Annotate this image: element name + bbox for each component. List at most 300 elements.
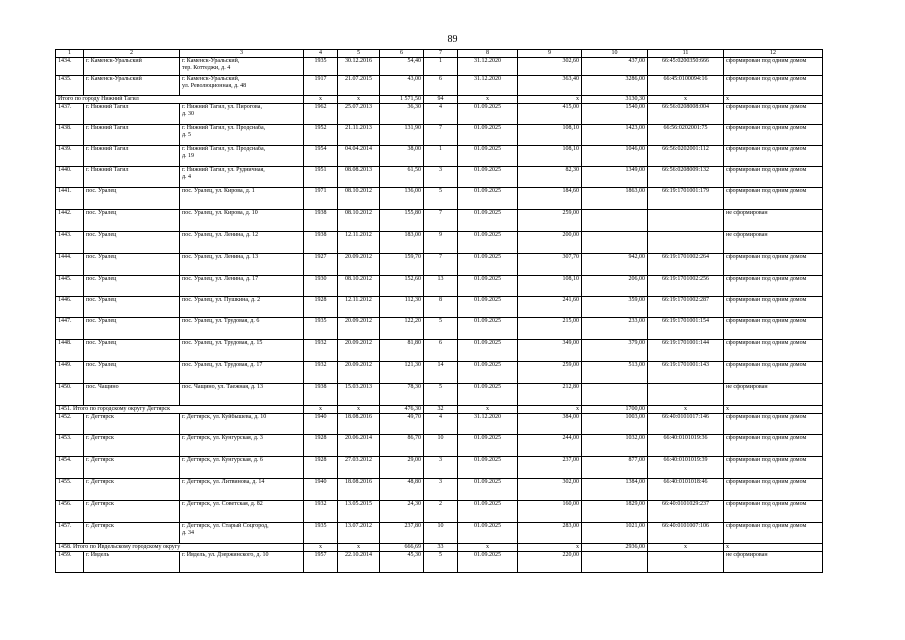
- cost: 1863,00: [582, 188, 648, 210]
- housing-registry-table: [55, 49, 823, 573]
- recognition-date: 13.07.2012: [338, 523, 380, 544]
- address: г. Дегтярск, ул. Старый Соцгород, д. 34: [180, 523, 304, 544]
- cadastral-number: 66:40:0101007:106: [648, 523, 724, 544]
- address: г. Дегтярск, ул. Литвинова, д. 14: [180, 479, 304, 501]
- planned-date: 01.09.2025: [458, 297, 518, 318]
- settlement: г. Каменск-Уральский: [84, 58, 180, 76]
- living-area: 81,80: [380, 340, 424, 362]
- recognition-date: 25.07.2013: [338, 104, 380, 125]
- cadastral-number: [648, 210, 724, 232]
- cost: 206,00: [582, 276, 648, 297]
- cadastral-number: 66:40:0101019:36: [648, 435, 724, 457]
- land-area: 244,00: [518, 435, 582, 457]
- living-area: 476,30: [380, 406, 424, 414]
- cadastral-number: 66:40:0101018:46: [648, 479, 724, 501]
- residents-count: 33: [424, 544, 458, 552]
- planned-date: 01.09.2025: [458, 435, 518, 457]
- row-number: 1450.: [56, 384, 84, 406]
- living-area: 183,00: [380, 232, 424, 254]
- table-row: [56, 362, 823, 384]
- planned-date: x: [458, 406, 518, 414]
- settlement: г. Дегтярск: [84, 501, 180, 523]
- living-area: 61,50: [380, 167, 424, 188]
- land-status: сформирован под одним домом: [724, 362, 823, 384]
- planned-date: 01.09.2025: [458, 254, 518, 276]
- recognition-date: 18.08.2016: [338, 414, 380, 435]
- column-number: 1: [56, 50, 84, 58]
- address: г. Дегтярск, ул. Кунгурская, д. 3: [180, 435, 304, 457]
- settlement: пос. Уралец: [84, 276, 180, 297]
- recognition-date: 21.07.2015: [338, 76, 380, 96]
- table-row: [56, 318, 823, 340]
- land-status: сформирован под одним домом: [724, 457, 823, 479]
- year-built: 1928: [304, 297, 338, 318]
- cost: 379,00: [582, 340, 648, 362]
- cadastral-number: x: [648, 96, 724, 104]
- land-status: сформирован под одним домом: [724, 125, 823, 146]
- cost: 942,00: [582, 254, 648, 276]
- cadastral-number: 66:45:0200350:666: [648, 58, 724, 76]
- living-area: 29,00: [380, 457, 424, 479]
- cost: 1700,00: [582, 406, 648, 414]
- residents-count: 3: [424, 479, 458, 501]
- land-area: 108,10: [518, 125, 582, 146]
- planned-date: 01.09.2025: [458, 340, 518, 362]
- recognition-date: 20.09.2012: [338, 340, 380, 362]
- planned-date: 01.09.2025: [458, 457, 518, 479]
- column-number: 8: [458, 50, 518, 58]
- cadastral-number: 66:19:1701001:154: [648, 318, 724, 340]
- cadastral-number: 66:56:0202001:75: [648, 125, 724, 146]
- residents-count: 3: [424, 167, 458, 188]
- settlement: г. Каменск-Уральский: [84, 76, 180, 96]
- address: г. Дегтярск, ул. Кунгурская, д. 6: [180, 457, 304, 479]
- planned-date: 01.09.2025: [458, 104, 518, 125]
- land-area: 108,10: [518, 146, 582, 167]
- total-label: 1451. Итого по городскому округу Дегтярск: [56, 406, 304, 414]
- living-area: 1 571,50: [380, 96, 424, 104]
- land-status: сформирован под одним домом: [724, 276, 823, 297]
- land-area: 302,00: [518, 479, 582, 501]
- residents-count: 13: [424, 276, 458, 297]
- total-label: Итого по городу Нижний Тагил: [56, 96, 304, 104]
- recognition-date: x: [338, 406, 380, 414]
- land-area: 241,60: [518, 297, 582, 318]
- settlement: г. Нижний Тагил: [84, 146, 180, 167]
- settlement: пос. Уралец: [84, 297, 180, 318]
- living-area: 48,80: [380, 479, 424, 501]
- planned-date: 01.09.2025: [458, 501, 518, 523]
- living-area: 159,70: [380, 254, 424, 276]
- living-area: 78,30: [380, 384, 424, 406]
- planned-date: 31.12.2020: [458, 414, 518, 435]
- year-built: 1935: [304, 523, 338, 544]
- planned-date: 01.09.2025: [458, 552, 518, 573]
- row-number: 1448.: [56, 340, 84, 362]
- planned-date: 01.09.2025: [458, 125, 518, 146]
- year-built: x: [304, 96, 338, 104]
- living-area: 152,60: [380, 276, 424, 297]
- recognition-date: 30.12.2016: [338, 58, 380, 76]
- residents-count: 8: [424, 297, 458, 318]
- land-area: x: [518, 406, 582, 414]
- row-number: 1440.: [56, 167, 84, 188]
- year-built: 1932: [304, 501, 338, 523]
- land-area: 259,00: [518, 362, 582, 384]
- residents-count: 3: [424, 457, 458, 479]
- recognition-date: 12.11.2012: [338, 232, 380, 254]
- land-area: 349,00: [518, 340, 582, 362]
- land-status: сформирован под одним домом: [724, 523, 823, 544]
- settlement: г. Ивдель: [84, 552, 180, 573]
- cadastral-number: 66:40:0101029:237: [648, 501, 724, 523]
- living-area: 86,70: [380, 435, 424, 457]
- land-area: 283,00: [518, 523, 582, 544]
- land-status: x: [724, 544, 823, 552]
- table-row: [56, 167, 823, 188]
- year-built: 1935: [304, 58, 338, 76]
- column-number: 4: [304, 50, 338, 58]
- planned-date: x: [458, 544, 518, 552]
- table-row: [56, 76, 823, 96]
- cadastral-number: x: [648, 544, 724, 552]
- recognition-date: 20.06.2014: [338, 435, 380, 457]
- planned-date: 01.09.2025: [458, 232, 518, 254]
- table-row: [56, 552, 823, 573]
- land-status: не сформирован: [724, 384, 823, 406]
- living-area: 666,69: [380, 544, 424, 552]
- residents-count: 32: [424, 406, 458, 414]
- row-number: 1439.: [56, 146, 84, 167]
- residents-count: 1: [424, 58, 458, 76]
- settlement: г. Дегтярск: [84, 523, 180, 544]
- address: пос. Уралец, ул. Кирова, д. 1: [180, 188, 304, 210]
- cadastral-number: 66:19:1701001:144: [648, 340, 724, 362]
- cost: [582, 384, 648, 406]
- living-area: 155,80: [380, 210, 424, 232]
- recognition-date: 20.09.2012: [338, 254, 380, 276]
- cost: 3130,30: [582, 96, 648, 104]
- settlement: пос. Уралец: [84, 254, 180, 276]
- settlement: пос. Уралец: [84, 362, 180, 384]
- recognition-date: 08.10.2012: [338, 210, 380, 232]
- table-row: [56, 523, 823, 544]
- living-area: 112,30: [380, 297, 424, 318]
- land-area: 307,70: [518, 254, 582, 276]
- column-number: 5: [338, 50, 380, 58]
- recognition-date: 20.09.2012: [338, 318, 380, 340]
- planned-date: 31.12.2020: [458, 76, 518, 96]
- land-status: сформирован под одним домом: [724, 58, 823, 76]
- recognition-date: 12.11.2012: [338, 297, 380, 318]
- residents-count: 2: [424, 501, 458, 523]
- cost: 3286,00: [582, 76, 648, 96]
- planned-date: 01.09.2025: [458, 362, 518, 384]
- cost: [582, 552, 648, 573]
- land-area: 259,00: [518, 210, 582, 232]
- year-built: 1927: [304, 254, 338, 276]
- year-built: 1935: [304, 318, 338, 340]
- cost: 513,00: [582, 362, 648, 384]
- land-area: 160,00: [518, 501, 582, 523]
- cost: 1540,00: [582, 104, 648, 125]
- year-built: 1971: [304, 188, 338, 210]
- land-area: 237,00: [518, 457, 582, 479]
- row-number: 1445.: [56, 276, 84, 297]
- land-area: 220,00: [518, 552, 582, 573]
- living-area: 121,30: [380, 362, 424, 384]
- address: пос. Уралец, ул. Пушкина, д. 2: [180, 297, 304, 318]
- living-area: 122,20: [380, 318, 424, 340]
- row-number: 1444.: [56, 254, 84, 276]
- row-number: 1459.: [56, 552, 84, 573]
- land-status: сформирован под одним домом: [724, 188, 823, 210]
- table-row: [56, 340, 823, 362]
- cost: 1349,00: [582, 167, 648, 188]
- row-number: 1442.: [56, 210, 84, 232]
- table-row: [56, 188, 823, 210]
- land-status: сформирован под одним домом: [724, 318, 823, 340]
- table-row: [56, 479, 823, 501]
- row-number: 1457.: [56, 523, 84, 544]
- table-row: [56, 414, 823, 435]
- cadastral-number: 66:56:0208008:004: [648, 104, 724, 125]
- living-area: 45,30: [380, 552, 424, 573]
- row-number: 1455.: [56, 479, 84, 501]
- land-area: 384,00: [518, 414, 582, 435]
- cadastral-number: 66:19:1701002:264: [648, 254, 724, 276]
- table-row: [56, 58, 823, 76]
- column-number: 2: [84, 50, 180, 58]
- recognition-date: 20.09.2012: [338, 362, 380, 384]
- address: пос. Чащино, ул. Таежная, д. 13: [180, 384, 304, 406]
- land-area: 415,00: [518, 104, 582, 125]
- cost: 2936,00: [582, 544, 648, 552]
- address: г. Нижний Тагил, ул. Продснаба, д. 5: [180, 125, 304, 146]
- year-built: 1938: [304, 384, 338, 406]
- recognition-date: x: [338, 544, 380, 552]
- cadastral-number: [648, 384, 724, 406]
- settlement: пос. Уралец: [84, 210, 180, 232]
- column-number: 6: [380, 50, 424, 58]
- cost: 1384,00: [582, 479, 648, 501]
- cadastral-number: [648, 552, 724, 573]
- recognition-date: 13.05.2015: [338, 501, 380, 523]
- recognition-date: 15.03.2013: [338, 384, 380, 406]
- cadastral-number: 66:19:1701001:143: [648, 362, 724, 384]
- year-built: x: [304, 544, 338, 552]
- address: г. Нижний Тагил, ул. Рудничная, д. 4: [180, 167, 304, 188]
- row-number: 1434.: [56, 58, 84, 76]
- recognition-date: 18.08.2016: [338, 479, 380, 501]
- cost: 233,00: [582, 318, 648, 340]
- row-number: 1435.: [56, 76, 84, 96]
- address: г. Дегтярск, ул. Куйбышева, д. 10: [180, 414, 304, 435]
- settlement: пос. Уралец: [84, 188, 180, 210]
- living-area: 24,30: [380, 501, 424, 523]
- living-area: 36,30: [380, 104, 424, 125]
- land-area: 200,00: [518, 232, 582, 254]
- year-built: 1928: [304, 457, 338, 479]
- table-row: [56, 232, 823, 254]
- settlement: г. Дегтярск: [84, 414, 180, 435]
- address: г. Нижний Тагил, ул. Пирогова, д. 30: [180, 104, 304, 125]
- row-number: 1452.: [56, 414, 84, 435]
- address: пос. Уралец, ул. Трудовая, д. 15: [180, 340, 304, 362]
- land-status: x: [724, 406, 823, 414]
- residents-count: 6: [424, 340, 458, 362]
- year-built: 1957: [304, 552, 338, 573]
- page-number: 89: [447, 34, 458, 45]
- table-row: [56, 501, 823, 523]
- planned-date: 01.09.2025: [458, 523, 518, 544]
- cadastral-number: 66:19:1701002:256: [648, 276, 724, 297]
- residents-count: 14: [424, 362, 458, 384]
- address: пос. Уралец, ул. Ленина, д. 17: [180, 276, 304, 297]
- residents-count: 5: [424, 188, 458, 210]
- cadastral-number: x: [648, 406, 724, 414]
- land-area: x: [518, 96, 582, 104]
- total-row: [56, 406, 823, 414]
- land-area: 215,00: [518, 318, 582, 340]
- cost: 877,00: [582, 457, 648, 479]
- land-status: сформирован под одним домом: [724, 479, 823, 501]
- residents-count: 7: [424, 210, 458, 232]
- settlement: пос. Уралец: [84, 318, 180, 340]
- cost: 1032,00: [582, 435, 648, 457]
- settlement: г. Дегтярск: [84, 479, 180, 501]
- recognition-date: 04.04.2014: [338, 146, 380, 167]
- residents-count: 9: [424, 232, 458, 254]
- cost: 437,00: [582, 58, 648, 76]
- planned-date: 01.09.2025: [458, 210, 518, 232]
- cadastral-number: 66:56:0208009:132: [648, 167, 724, 188]
- living-area: 131,90: [380, 125, 424, 146]
- cost: 1021,00: [582, 523, 648, 544]
- year-built: 1932: [304, 362, 338, 384]
- year-built: 1938: [304, 232, 338, 254]
- residents-count: 10: [424, 435, 458, 457]
- settlement: г. Дегтярск: [84, 457, 180, 479]
- planned-date: 01.09.2025: [458, 384, 518, 406]
- year-built: 1940: [304, 479, 338, 501]
- living-area: 237,80: [380, 523, 424, 544]
- address: г. Нижний Тагил, ул. Продснаба, д. 19: [180, 146, 304, 167]
- row-number: 1449.: [56, 362, 84, 384]
- residents-count: 5: [424, 384, 458, 406]
- land-status: x: [724, 96, 823, 104]
- land-status: сформирован под одним домом: [724, 254, 823, 276]
- year-built: 1940: [304, 414, 338, 435]
- land-status: не сформирован: [724, 210, 823, 232]
- address: г. Каменск-Уральский, ул. Революционная, д. 48: [180, 76, 304, 96]
- cadastral-number: 66:40:0101019:39: [648, 457, 724, 479]
- column-number: 12: [724, 50, 823, 58]
- residents-count: 5: [424, 552, 458, 573]
- residents-count: 6: [424, 76, 458, 96]
- residents-count: 1: [424, 146, 458, 167]
- living-area: 136,00: [380, 188, 424, 210]
- recognition-date: 21.11.2013: [338, 125, 380, 146]
- year-built: 1951: [304, 167, 338, 188]
- row-number: 1443.: [56, 232, 84, 254]
- living-area: 49,70: [380, 414, 424, 435]
- land-area: 184,60: [518, 188, 582, 210]
- year-built: 1962: [304, 104, 338, 125]
- recognition-date: 08.10.2012: [338, 188, 380, 210]
- cadastral-number: 66:45:0100094:16: [648, 76, 724, 96]
- land-area: x: [518, 544, 582, 552]
- cost: 1423,00: [582, 125, 648, 146]
- column-number: 11: [648, 50, 724, 58]
- table-row: [56, 435, 823, 457]
- planned-date: 31.12.2020: [458, 58, 518, 76]
- year-built: 1952: [304, 125, 338, 146]
- year-built: 1932: [304, 340, 338, 362]
- year-built: 1954: [304, 146, 338, 167]
- planned-date: 01.09.2025: [458, 188, 518, 210]
- settlement: г. Нижний Тагил: [84, 167, 180, 188]
- residents-count: 7: [424, 125, 458, 146]
- cadastral-number: [648, 232, 724, 254]
- row-number: 1446.: [56, 297, 84, 318]
- row-number: 1441.: [56, 188, 84, 210]
- land-status: сформирован под одним домом: [724, 146, 823, 167]
- column-number: 10: [582, 50, 648, 58]
- recognition-date: 27.03.2012: [338, 457, 380, 479]
- land-status: сформирован под одним домом: [724, 104, 823, 125]
- residents-count: 7: [424, 254, 458, 276]
- column-number: 7: [424, 50, 458, 58]
- row-number: 1447.: [56, 318, 84, 340]
- cadastral-number: 66:40:0101017:146: [648, 414, 724, 435]
- living-area: 43,00: [380, 76, 424, 96]
- total-label: 1458. Итого по Ивдельскому городскому округу: [56, 544, 304, 552]
- row-number: 1437.: [56, 104, 84, 125]
- table-row: [56, 210, 823, 232]
- land-area: 302,60: [518, 58, 582, 76]
- cost: [582, 210, 648, 232]
- table-row: [56, 125, 823, 146]
- row-number: 1456.: [56, 501, 84, 523]
- recognition-date: 08.10.2012: [338, 276, 380, 297]
- planned-date: 01.09.2025: [458, 167, 518, 188]
- table-row: [56, 276, 823, 297]
- address: пос. Уралец, ул. Ленина, д. 12: [180, 232, 304, 254]
- cadastral-number: 66:19:1701002:287: [648, 297, 724, 318]
- table-row: [56, 384, 823, 406]
- land-status: сформирован под одним домом: [724, 435, 823, 457]
- recognition-date: x: [338, 96, 380, 104]
- year-built: x: [304, 406, 338, 414]
- cadastral-number: 66:56:0202001:112: [648, 146, 724, 167]
- address: пос. Уралец, ул. Трудовая, д. 6: [180, 318, 304, 340]
- living-area: 54,40: [380, 58, 424, 76]
- land-area: 82,30: [518, 167, 582, 188]
- column-number: 9: [518, 50, 582, 58]
- cost: 1003,00: [582, 414, 648, 435]
- land-area: 108,10: [518, 276, 582, 297]
- residents-count: 4: [424, 414, 458, 435]
- land-status: сформирован под одним домом: [724, 76, 823, 96]
- column-number: 3: [180, 50, 304, 58]
- planned-date: 01.09.2025: [458, 146, 518, 167]
- land-status: сформирован под одним домом: [724, 501, 823, 523]
- residents-count: 5: [424, 318, 458, 340]
- row-number: 1438.: [56, 125, 84, 146]
- land-status: сформирован под одним домом: [724, 297, 823, 318]
- land-area: 212,80: [518, 384, 582, 406]
